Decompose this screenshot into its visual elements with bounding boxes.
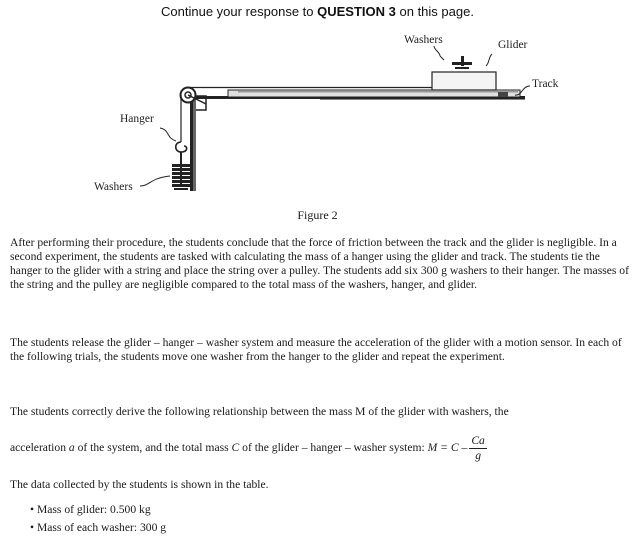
label-glider: Glider xyxy=(498,39,528,51)
label-track: Track xyxy=(532,78,559,90)
p4-pre: acceleration xyxy=(10,441,69,455)
paragraph-4 xyxy=(10,434,630,463)
paragraph-2: The students release the glider – hanger – washer system and measure the acceleration of the glider with a motion sensor. In each of the following trials, the students move one washer from the hanger to the glider and repeat the experiment. xyxy=(10,336,622,363)
paragraph-3: The students correctly derive the following relationship between the mass M of the glider with washers, the xyxy=(10,405,509,418)
bullet-glider-mass: • Mass of glider: 0.500 kg xyxy=(30,503,151,516)
header-prefix: Continue your response to xyxy=(161,4,318,19)
label-hanger: Hanger xyxy=(120,113,154,125)
figure-2-diagram xyxy=(0,24,635,204)
fraction-numerator: Ca xyxy=(471,434,485,447)
hanger xyxy=(172,142,190,190)
question-ref: QUESTION 3 xyxy=(317,4,396,19)
page-header xyxy=(0,4,635,19)
glider xyxy=(432,56,496,90)
equation-lhs: M = C – xyxy=(427,441,468,455)
label-washers-top: Washers xyxy=(404,34,443,46)
header-suffix: on this page. xyxy=(395,4,474,19)
paragraph-1: After performing their procedure, the students conclude that the force of friction between the track and the glider is negligible. In a second experiment, the students are tasked with calculating the mass of a hanger using the glider and track. The students tie the hanger to the glider with a string and place the string over a pulley. The students add six 300 g washers to their hanger. The masses of the string and the pulley are negligible compared to the total mass of the washers, hanger, and glider. xyxy=(10,236,629,291)
paragraph-5: The data collected by the students is shown in the table. xyxy=(10,478,269,491)
label-washers-left: Washers xyxy=(94,181,133,193)
table xyxy=(190,96,525,191)
equation-fraction xyxy=(469,434,487,463)
p4-mid: of the system, and the total mass xyxy=(74,441,232,455)
var-C: C xyxy=(231,441,240,455)
bullet-washer-mass: • Mass of each washer: 300 g xyxy=(30,521,167,534)
var-a: a xyxy=(68,441,75,455)
figure-labels xyxy=(94,34,559,193)
p4-post: of the glider – hanger – washer system: xyxy=(239,441,428,455)
track xyxy=(228,90,520,97)
figure-caption: Figure 2 xyxy=(297,208,338,222)
fraction-denominator: g xyxy=(475,449,481,462)
